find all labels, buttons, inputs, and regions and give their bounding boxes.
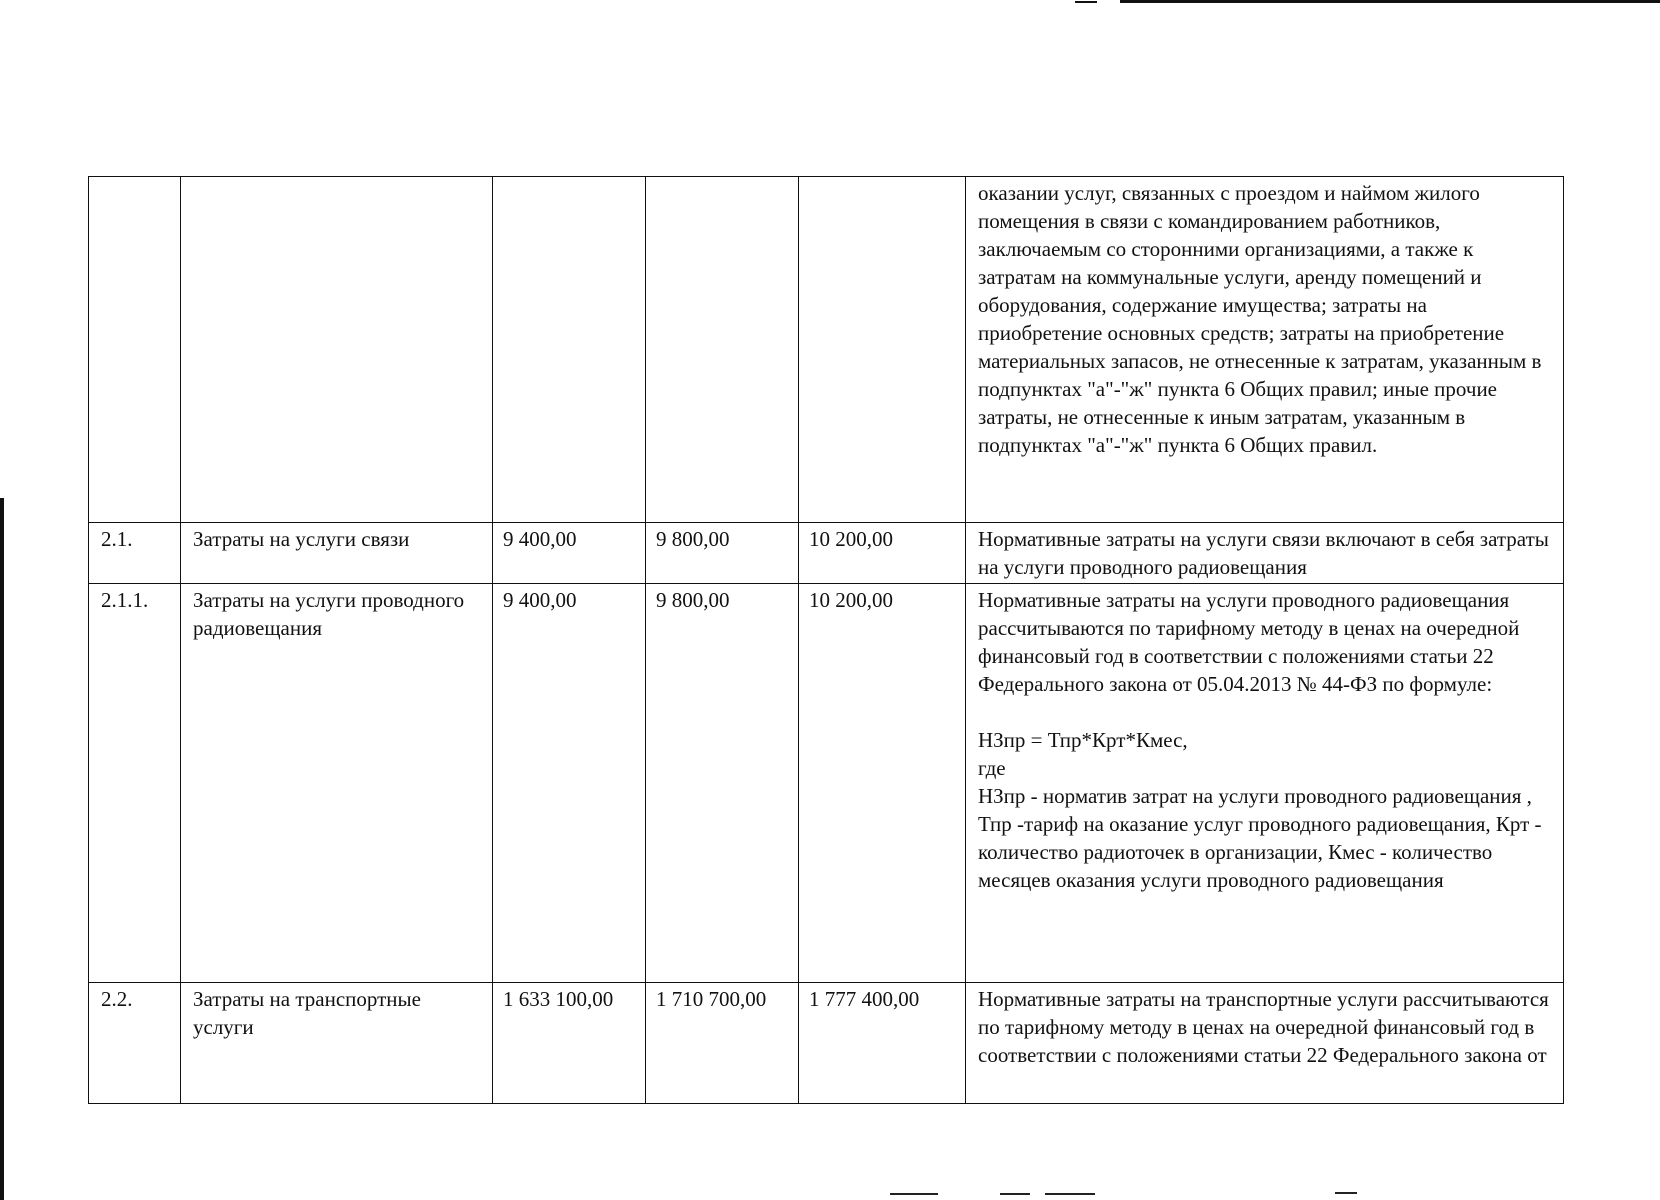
cell-description: Нормативные затраты на услуги проводного радиовещания рассчитываются по тарифному методу в ценах на очередной финансовый год в соответствии с положениями статьи 22 Федерального закона от 05.04.2013 № 44-ФЗ по формуле: НЗпр = Тпр*Крт*Кмес, где НЗпр - норматив затрат на услуги проводного радиовещания , Тпр -тариф на оказание услуг проводного радиовещания, Крт - количество радиоточек в организации, Кмес - количество месяцев оказания услуги проводного радиовещания (966, 584, 1564, 983)
scan-bottom-dash (890, 1193, 938, 1195)
scan-left-edge (0, 498, 4, 1200)
cost-table (88, 176, 1564, 1104)
cell-no: 2.1.1. (89, 584, 181, 983)
cell-year2: 9 800,00 (646, 523, 799, 584)
cell-year1: 9 400,00 (493, 584, 646, 983)
cell-name: Затраты на услуги связи (181, 523, 493, 584)
cell-name: Затраты на услуги проводного радиовещания (181, 584, 493, 983)
scan-bottom-dash (1335, 1192, 1357, 1194)
cell-year3 (799, 177, 966, 523)
table-row (89, 584, 1564, 983)
cell-year1: 9 400,00 (493, 523, 646, 584)
cell-description: Нормативные затраты на транспортные услуги рассчитываются по тарифному методу в ценах на очередной финансовый год в соответствии с положениями статьи 22 Федерального закона от (966, 983, 1564, 1104)
table-row (89, 983, 1564, 1104)
scan-top-rule (1120, 0, 1660, 3)
table-row (89, 523, 1564, 584)
scan-bottom-dash (1000, 1193, 1030, 1195)
cell-year1: 1 633 100,00 (493, 983, 646, 1104)
cell-year2: 1 710 700,00 (646, 983, 799, 1104)
cell-year2 (646, 177, 799, 523)
cell-year3: 10 200,00 (799, 584, 966, 983)
cell-no: 2.1. (89, 523, 181, 584)
scan-bottom-dash (1045, 1193, 1095, 1195)
cell-description: оказании услуг, связанных с проездом и наймом жилого помещения в связи с командированием работников, заключаемым со сторонними организациями, а также к затратам на коммунальные услуги, аренду помещений и оборудования, содержание имущества; затраты на приобретение основных средств; затраты на приобретение материальных запасов, не отнесенные к затратам, указанным в подпунктах "а"-"ж" пункта 6 Общих правил; иные прочие затраты, не отнесенные к иным затратам, указанным в подпунктах "а"-"ж" пункта 6 Общих правил. (966, 177, 1564, 523)
cell-no (89, 177, 181, 523)
cell-name (181, 177, 493, 523)
cell-description: Нормативные затраты на услуги связи включают в себя затраты на услуги проводного радиовещания (966, 523, 1564, 584)
cell-no: 2.2. (89, 983, 181, 1104)
cell-year2: 9 800,00 (646, 584, 799, 983)
cell-year3: 10 200,00 (799, 523, 966, 584)
table-row-continuation (89, 177, 1564, 523)
scan-top-rule-short (1075, 1, 1097, 3)
cell-name: Затраты на транспортные услуги (181, 983, 493, 1104)
cell-year1 (493, 177, 646, 523)
cell-year3: 1 777 400,00 (799, 983, 966, 1104)
